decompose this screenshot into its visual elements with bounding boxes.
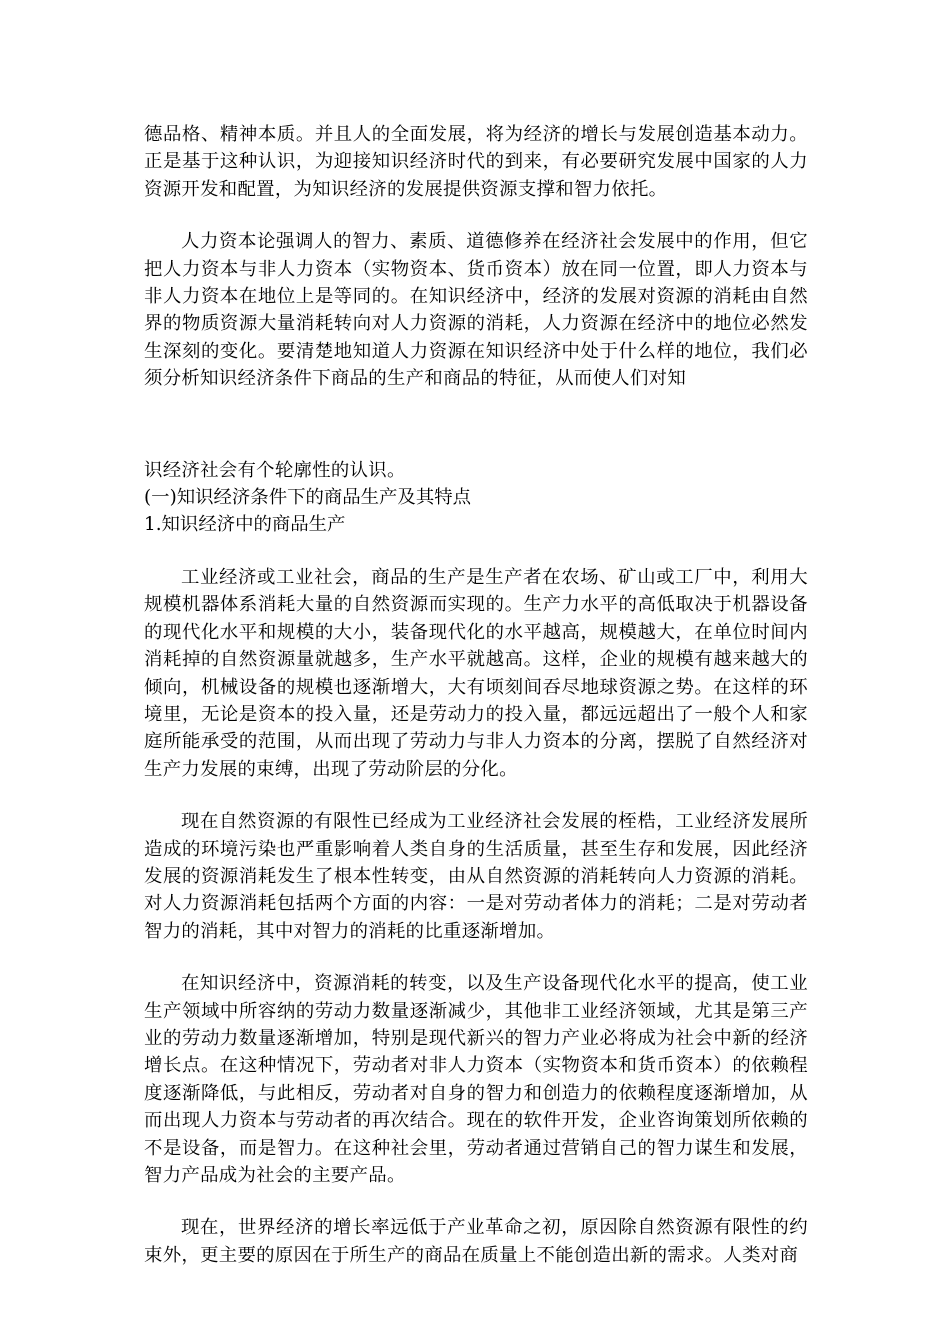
paragraph-knowledge-economy: 在知识经济中，资源消耗的转变，以及生产设备现代化水平的提高，使工业生产领域中所容纳的劳动力数量逐渐减少，其他非工业经济领域，尤其是第三产业的劳动力数量逐渐增加，特别是现代新兴的智力产业必将成为社会中新的经济增长点。在这种情况下，劳动者对非人力资本（实物资本和货币资本）的依赖程度逐渐降低，与此相反，劳动者对自身的智力和创造力的依赖程度逐渐增加，从而出现人力资本与劳动者的再次结合。现在的软件开发，企业咨询策划所依赖的不是设备，而是智力。在这种社会里，劳动者通过营销自己的智力谋生和发展，智力产品成为社会的主要产品。 [144,973,808,1186]
paragraph-human-capital: 人力资本论强调人的智力、素质、道德修养在经济社会发展中的作用，但它把人力资本与非人力资本（实物资本、货币资本）放在同一位置，即人力资本与非人力资本在地位上是等同的。在知识经济中，经济的发展对资源的消耗由自然界的物质资源大量消耗转向对人力资源的消耗，人力资源在经济中的地位必然发生深刻的变化。要清楚地知道人力资源在知识经济中处于什么样的地位，我们必须分析知识经济条件下商品的生产和商品的特征，从而使人们对知 [144,231,808,390]
paragraph-industrial-economy: 工业经济或工业社会，商品的生产是生产者在农场、矿山或工厂中，利用大规模机器体系消耗大量的自然资源而实现的。生产力水平的高低取决于机器设备的现代化水平和规模的大小，装备现代化的水平越高，规模越大，在单位时间内消耗掉的自然资源量就越多，生产水平就越高。这样，企业的规模有越来越大的倾向，机械设备的规模也逐渐增大，大有顷刻间吞尽地球资源之势。在这样的环境里，无论是资本的投入量，还是劳动力的投入量，都远远超出了一般个人和家庭所能承受的范围，从而出现了劳动力与非人力资本的分离，摆脱了自然经济对生产力发展的束缚，出现了劳动阶层的分化。 [144,566,808,780]
section-heading: (一)知识经济条件下的商品生产及其特点 [144,487,471,509]
document-page [144,121,808,1269]
paragraph-page-break-continuation: 识经济社会有个轮廓性的认识。 [144,459,406,481]
paragraph-continuation: 德品格、精神本质。并且人的全面发展，将为经济的增长与发展创造基本动力。正是基于这种认识，为迎接知识经济时代的到来，有必要研究发展中国家的人力资源开发和配置，为知识经济的发展提供资源支撑和智力依托。 [144,124,808,200]
paragraph-natural-resources: 现在自然资源的有限性已经成为工业经济社会发展的桎梏，工业经济发展所造成的环境污染也严重影响着人类自身的生活质量，甚至生存和发展，因此经济发展的资源消耗发生了根本性转变，由从自然资源的消耗转向人力资源的消耗。对人力资源消耗包括两个方面的内容：一是对劳动者体力的消耗；二是对劳动者智力的消耗，其中对智力的消耗的比重逐渐增加。 [144,811,808,942]
subsection-heading: 1.知识经济中的商品生产 [144,514,346,536]
paragraph-world-economy: 现在，世界经济的增长率远低于产业革命之初，原因除自然资源有限性的约束外，更主要的原因在于所生产的商品在质量上不能创造出新的需求。人类对商 [144,1217,808,1266]
